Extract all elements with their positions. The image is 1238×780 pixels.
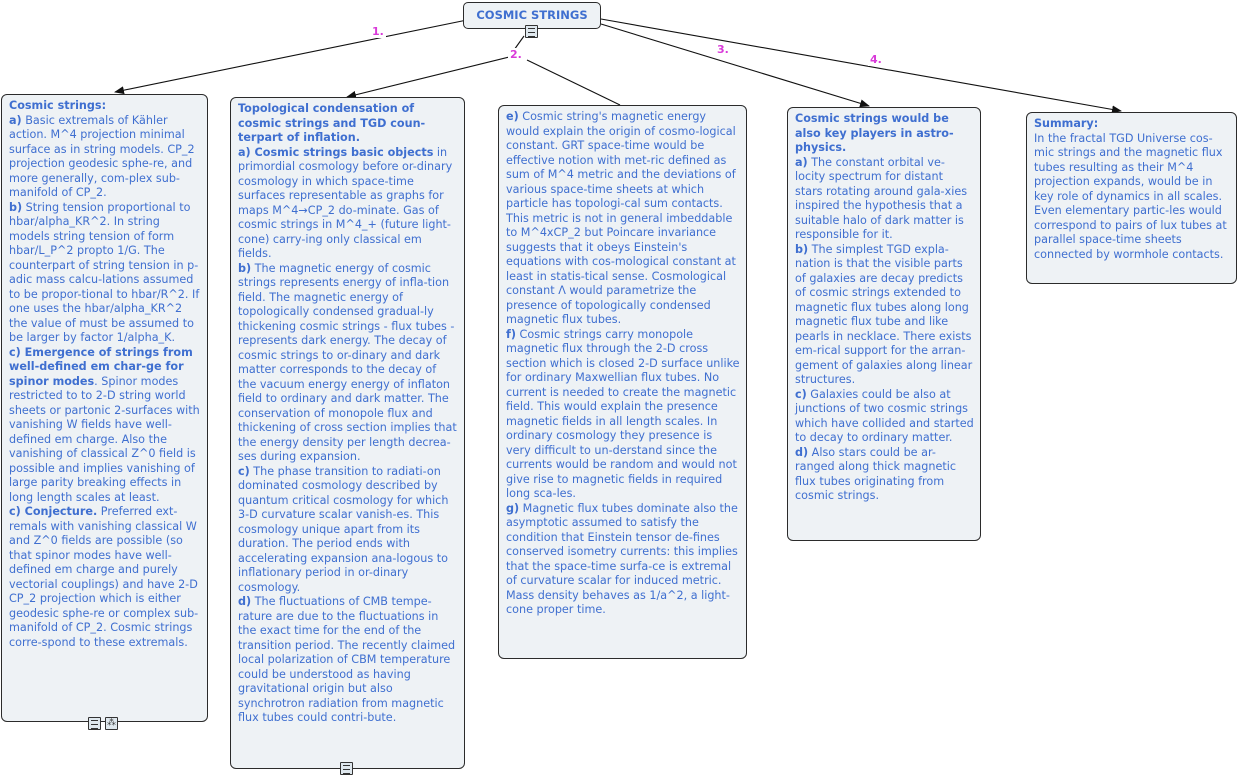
item-key: d)	[795, 445, 809, 459]
node-astrophysics[interactable]	[787, 107, 981, 541]
item-text: Cosmic strings carry monopole magnetic flux through the 2-D cross section which is closed 2-D surface unlike for ordinary Maxwellian flux tubes. No current is needed to create the magnetic field. This would explain the presence magnetic fields in all length scales. In ordinary cosmology they presence is very difficult to un-derstand since the currents would be random and would not give rise to magnetic fields in required long sca-les.	[506, 327, 740, 500]
label-2: 2.	[510, 48, 522, 61]
item-key: a) Cosmic strings basic objects	[238, 145, 434, 159]
node-title: Topological condensation of cosmic strings and TGD coun-terpart of inflation.	[238, 102, 426, 144]
node-summary[interactable]	[1026, 112, 1237, 284]
connector-4	[601, 19, 1121, 111]
item-key: b)	[238, 261, 252, 275]
item-text: The phase transition to radiati-on dominated cosmology described by quantum critical cosmology for which 3-D curvature scalar vanish-es. This cosmology unique apart from its duration. The period ends with accelerating expansion ana-logous to inflationary period in or-dinary cosmology.	[238, 464, 449, 594]
item-text: Magnetic flux tubes dominate also the asymptotic assumed to satisfy the condition that Einstein tensor de-fines conserved isometry currents: this implies that the space-time surfa-ce is extremal of curvature scalar for induced metric. Mass density behaves as 1/a^2, a light-cone proper time.	[506, 501, 738, 616]
item-key: c)	[238, 464, 250, 478]
label-1: 1.	[372, 25, 384, 38]
item-text: The magnetic energy of cosmic strings represents energy of infla-tion field. The magnetic energy of topologically condensed gradual-ly thickening cosmic strings - flux tubes - represents dark energy. The decay of cosmic strings to or-dinary and dark matter corresponds to the decay of the vacuum energy energy of inflaton field to ordinary and dark matter. The conservation of monopole flux and thickening of cross section implies that the energy density per length decrea-ses during expansion.	[238, 261, 457, 463]
label-3: 3.	[717, 43, 729, 56]
item-key: b)	[795, 242, 809, 256]
item-key: c) Emergence of strings from well-defined em char-ge for spinor modes	[9, 345, 193, 388]
document-icon[interactable]	[525, 25, 538, 38]
node-title: Summary:	[1034, 117, 1099, 130]
network-icon[interactable]: ⁂	[107, 718, 116, 728]
item-text: Galaxies could be also at junctions of two cosmic strings which have collided and started to decay to ordinary matter.	[795, 387, 974, 444]
label-4: 4.	[870, 53, 882, 66]
item-key: c) Conjecture.	[9, 505, 98, 518]
node-topological-condensation[interactable]	[230, 97, 465, 769]
node-magnetic-energy[interactable]	[498, 105, 747, 659]
node-title: Cosmic strings:	[9, 99, 107, 112]
item-text: Preferred ext-remals with vanishing classical W and Z^0 fields are possible (so that spinor modes have well-defined em charge and purely vectorial couplings) and have 2-D CP_2 projection which is either geodesic sphe-re or complex sub-manifold of CP_2. Cosmic strings corre-spond to these extremals.	[9, 505, 199, 649]
document-icon[interactable]	[88, 717, 101, 730]
item-text: Basic extremals of Kähler action. M^4 projection minimal surface as in string models. CP_2 projection geodesic sphe-re, and more generally, com-plex sub-manifold of CP_2.	[9, 113, 195, 199]
document-icon[interactable]	[340, 762, 353, 775]
item-key: b)	[9, 200, 23, 214]
item-key: d)	[238, 595, 252, 608]
root-title: COSMIC STRINGS	[476, 8, 588, 22]
item-text: String tension proportional to hbar/alpha_KR^2. In string models string tension of form hbar/L_P^2 propto 1/G. The counterpart of string tension in p-adic mass calcu-lations assumed to be propor-tional to hbar/R^2. If one uses the hbar/alpha_KR^2 the value of must be assumed to be larger by factor 1/alpha_K.	[9, 200, 200, 344]
item-text: . Spinor modes restricted to to 2-D string world sheets or partonic 2-surfaces with vanishing W fields have well-defined em charge. Also the vanishing of classical Z^0 field is possible and implies vanishing of large parity breaking effects in long length scales at least.	[9, 374, 200, 504]
item-key: e)	[506, 110, 519, 123]
item-text: Cosmic string's magnetic energy would explain the origin of cosmo-logical constant. GRT space-time would be effective notion with met-ric defined as sum of M^4 metric and the deviations of various space-time sheets at which particle has topologi-cal sum contacts. This metric is not in general imbeddable to M^4xCP_2 but Poincare invariance suggests that it obeys Einstein's equations with cos-mological constant at least in statis-tical sense. Cosmological constant Λ would parametrize the presence of topologically condensed magnetic flux tubes.	[506, 110, 736, 326]
item-key: a)	[795, 155, 808, 169]
item-key: a)	[9, 113, 22, 127]
item-text: The fluctuations of CMB tempe-rature are due to the fluctuations in the exact time for the end of the transition period. The recently claimed local polarization of CBM temperature could be understood as having gravitational origin but also synchrotron radiation from magnetic flux tubes could contri-bute.	[238, 595, 456, 724]
item-text: The constant orbital ve-locity spectrum for distant stars rotating around gala-xies inspired the hypothesis that a suitable halo of dark matter is responsible for it.	[795, 155, 968, 241]
item-text: Also stars could be ar-ranged along thick magnetic flux tubes originating from cosmic strings.	[795, 445, 956, 502]
connector-2	[347, 57, 509, 97]
connector-1	[115, 20, 467, 92]
item-text: In the fractal TGD Universe cos-mic strings and the magnetic flux tubes resulting as their M^4 projection expands, would be in key role of dynamics in all scales. Even elementary partic-les would correspond to pairs of lux tubes at parallel space-time sheets connected by wormhole contacts.	[1034, 131, 1227, 261]
connector-2b	[527, 60, 620, 105]
node-cosmic-strings[interactable]	[1, 94, 208, 722]
item-key: c)	[795, 387, 807, 401]
item-text: in primordial cosmology before or-dinary cosmology in which space-time surfaces representable as graphs for maps M^4→CP_2 do-minate. Gas of cosmic strings in M^4_+ (future light-cone) carry-ing only classical em fields.	[238, 145, 453, 260]
connector-3	[601, 24, 869, 106]
node-title: Cosmic strings would be also key players in astro-physics.	[795, 112, 954, 154]
item-text: The simplest TGD expla-nation is that the visible parts of galaxies are decay predicts of cosmic strings extended to magnetic flux tubes along long magnetic flux tube and like pearls in necklace. There exists em-rical support for the arran-gement of galaxies along linear structures.	[795, 242, 973, 386]
item-key: f)	[506, 327, 516, 341]
item-key: g)	[506, 501, 520, 515]
